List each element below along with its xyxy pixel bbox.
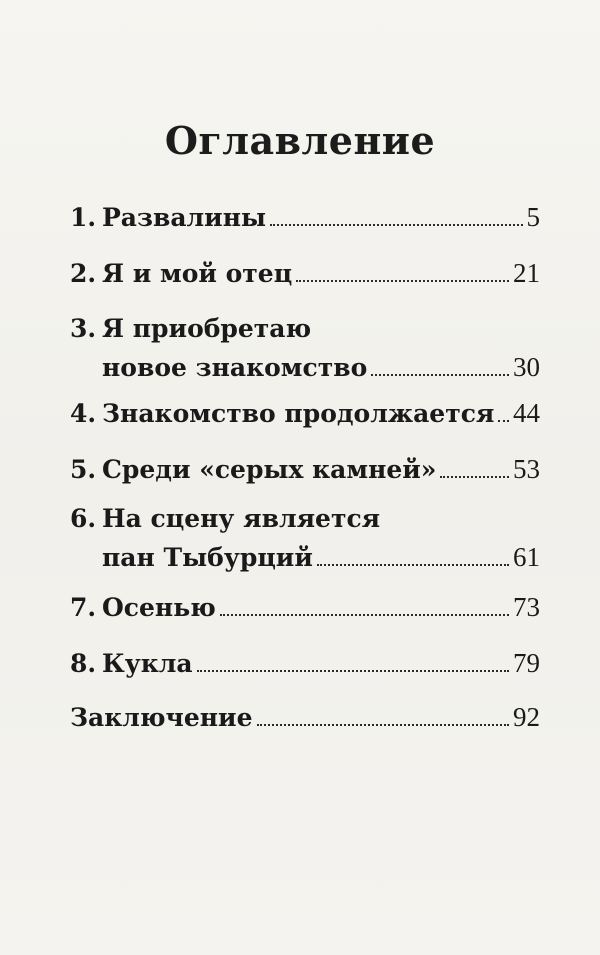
toc-entry-conclusion	[70, 700, 540, 734]
toc-entry-2	[70, 256, 540, 290]
entry-title: Заключение	[70, 703, 253, 732]
entry-number: 1.	[70, 203, 97, 232]
toc-entry-4	[70, 396, 540, 430]
entry-page-number: 61	[513, 542, 540, 572]
entry-title: Кукла	[102, 649, 193, 678]
dot-leader	[257, 724, 510, 726]
entry-title: Знакомство продолжается	[102, 399, 495, 428]
entry-number: 4.	[70, 399, 97, 428]
entry-number: 8.	[70, 649, 97, 678]
entry-title: Я и мой отец	[102, 259, 293, 288]
entry-page-number: 53	[513, 454, 540, 484]
entry-page-number: 21	[513, 258, 540, 288]
entry-title: Среди «серых камней»	[102, 455, 437, 484]
dot-leader	[440, 476, 509, 478]
entry-title: Осенью	[102, 593, 216, 622]
toc-entry-7	[70, 590, 540, 624]
entry-title-line-2: пан Тыбурций	[102, 543, 313, 572]
entry-page-number: 92	[513, 702, 540, 732]
toc-entry-8	[70, 646, 540, 680]
entry-title-line-1: Я приобретаю	[102, 314, 312, 343]
entry-number: 3.	[70, 314, 97, 343]
dot-leader	[317, 564, 509, 566]
toc-entry-6	[70, 502, 540, 574]
dot-leader	[220, 614, 509, 616]
entry-title-line-1: На сцену является	[102, 504, 381, 533]
dot-leader	[197, 670, 509, 672]
toc-entry-1	[70, 200, 540, 234]
entry-number: 7.	[70, 593, 97, 622]
entry-number: 5.	[70, 455, 97, 484]
entry-page-number: 73	[513, 592, 540, 622]
dot-leader	[270, 224, 522, 226]
entry-page-number: 79	[513, 648, 540, 678]
toc-entry-3	[70, 312, 540, 384]
dot-leader	[498, 420, 509, 422]
entry-title: Развалины	[102, 203, 267, 232]
entry-number: 6.	[70, 504, 97, 533]
entry-page-number: 44	[513, 398, 540, 428]
entry-page-number: 5	[526, 202, 540, 232]
entry-title-line-2: новое знакомство	[102, 353, 368, 382]
entry-page-number: 30	[513, 352, 540, 382]
entry-number: 2.	[70, 259, 97, 288]
dot-leader	[371, 374, 509, 376]
page-title: Оглавление	[164, 118, 436, 163]
dot-leader	[296, 280, 509, 282]
toc-entry-5	[70, 452, 540, 486]
